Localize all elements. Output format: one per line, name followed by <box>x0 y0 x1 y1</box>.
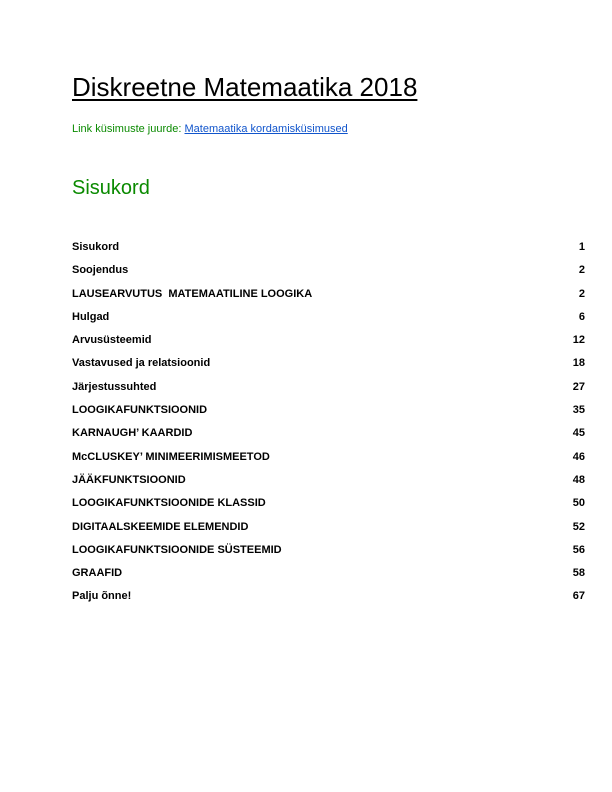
toc-entry-label[interactable]: JÄÄKFUNKTSIOONID <box>72 473 186 486</box>
toc-entry-page-number[interactable]: 67 <box>572 590 585 603</box>
toc-entry[interactable] <box>72 263 585 286</box>
toc-entry-page-number[interactable]: 2 <box>578 264 585 277</box>
toc-entry-label[interactable]: Järjestussuhted <box>72 380 157 393</box>
toc-entry[interactable] <box>72 496 585 519</box>
toc-entry[interactable] <box>72 520 585 543</box>
toc-entry-page-number[interactable]: 18 <box>572 357 585 370</box>
table-of-contents <box>72 240 585 613</box>
toc-entry-label[interactable]: LOOGIKAFUNKTSIOONID <box>72 404 208 417</box>
toc-entry[interactable] <box>72 380 585 403</box>
toc-entry[interactable] <box>72 450 585 473</box>
toc-entry-label[interactable]: Palju õnne! <box>72 590 132 603</box>
toc-entry-page-number[interactable]: 48 <box>572 473 585 486</box>
toc-entry[interactable] <box>72 333 585 356</box>
toc-entry[interactable] <box>72 240 585 263</box>
toc-entry[interactable] <box>72 566 585 589</box>
toc-entry-page-number[interactable]: 2 <box>578 287 585 300</box>
toc-entry-page-number[interactable]: 27 <box>572 380 585 393</box>
toc-entry-page-number[interactable]: 56 <box>572 543 585 556</box>
toc-entry-label[interactable]: Arvusüsteemid <box>72 334 152 347</box>
document-title: Diskreetne Matemaatika 2018 <box>72 72 418 102</box>
toc-entry[interactable] <box>72 589 585 612</box>
toc-entry-page-number[interactable]: 50 <box>572 497 585 510</box>
toc-entry-label[interactable]: KARNAUGH’ KAARDID <box>72 427 193 440</box>
toc-heading: Sisukord <box>72 177 150 199</box>
toc-entry[interactable] <box>72 426 585 449</box>
toc-entry-page-number[interactable]: 46 <box>572 450 585 463</box>
toc-entry-label[interactable]: GRAAFID <box>72 567 123 580</box>
toc-entry-page-number[interactable]: 45 <box>572 427 585 440</box>
toc-entry-label[interactable]: LOOGIKAFUNKTSIOONIDE KLASSID <box>72 497 266 510</box>
questions-link[interactable]: Matemaatika kordamisküsimused <box>184 123 348 135</box>
toc-entry-label[interactable]: Hulgad <box>72 310 110 323</box>
toc-entry-label[interactable]: McCLUSKEY’ MINIMEERIMISMEETOD <box>72 450 270 463</box>
toc-entry-page-number[interactable]: 12 <box>572 334 585 347</box>
toc-entry-label[interactable]: Vastavused ja relatsioonid <box>72 357 211 370</box>
questions-link-line <box>72 122 348 136</box>
toc-entry-label[interactable]: LOOGIKAFUNKTSIOONIDE SÜSTEEMID <box>72 543 282 556</box>
toc-entry[interactable] <box>72 473 585 496</box>
toc-entry-label[interactable]: Sisukord <box>72 241 120 253</box>
toc-entry[interactable] <box>72 310 585 333</box>
toc-entry-label[interactable]: DIGITAALSKEEMIDE ELEMENDID <box>72 520 249 533</box>
toc-entry-label[interactable]: LAUSEARVUTUS MATEMAATILINE LOOGIKA <box>72 287 313 300</box>
toc-entry[interactable] <box>72 356 585 379</box>
toc-entry-page-number[interactable]: 35 <box>572 404 585 417</box>
toc-entry[interactable] <box>72 287 585 310</box>
toc-entry[interactable] <box>72 403 585 426</box>
link-prefix-text: Link küsimuste juurde: <box>72 123 185 135</box>
toc-entry-label[interactable]: Soojendus <box>72 264 129 277</box>
toc-entry-page-number[interactable]: 6 <box>578 310 585 323</box>
toc-entry-page-number[interactable]: 1 <box>578 241 585 253</box>
toc-entry[interactable] <box>72 543 585 566</box>
toc-entry-page-number[interactable]: 58 <box>572 567 585 580</box>
toc-entry-page-number[interactable]: 52 <box>572 520 585 533</box>
